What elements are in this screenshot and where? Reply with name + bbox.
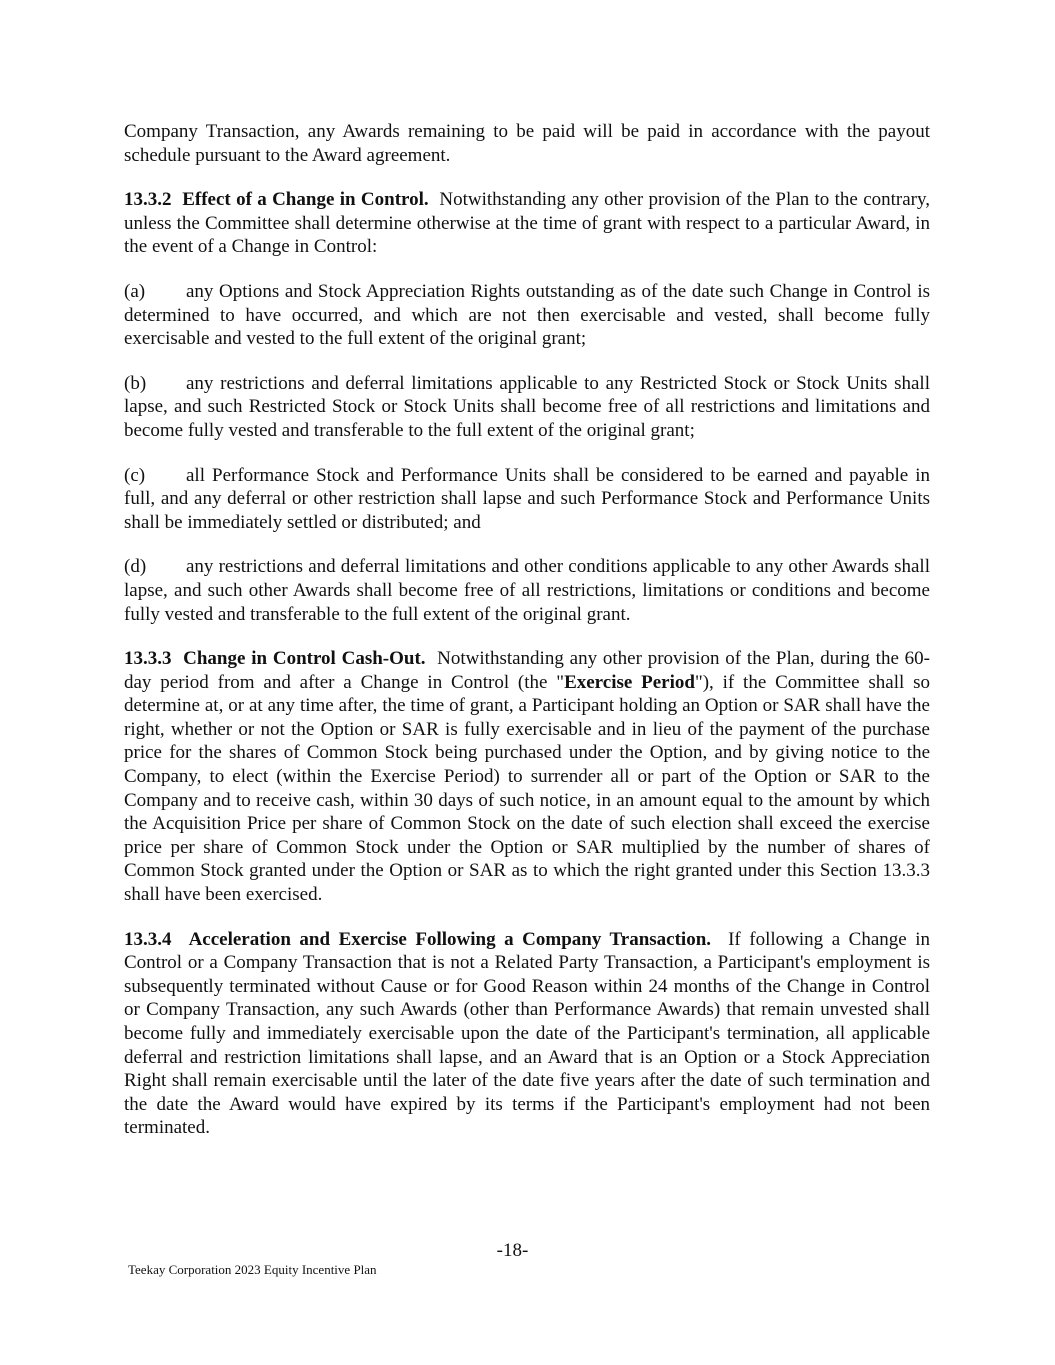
list-marker-c: (c): [124, 464, 146, 486]
section-13-3-3-text-before: Notwithstanding any other provision of the Plan, during the 60-day period from and after a Change in Control (the ": [124, 648, 930, 693]
list-marker-a: (a): [124, 280, 146, 302]
section-13-3-4-title: Acceleration and Exercise Following a Company Transaction.: [188, 928, 712, 950]
section-13-3-3-number: 13.3.3: [124, 648, 172, 670]
section-13-3-3-text-after: "), if the Committee shall so determine at, or at any time after, the time of grant, a Participant holding an Option or SAR shall have the right, whether or not the Option or SAR is fully exercisable and in lieu of the payment of the purchase price for the shares of Common Stock being purchased under the Option, and by giving notice to the Company, to elect (within the Exercise Period) to surrender all or part of the Option or SAR to the Company and to receive cash, within 30 days of such notice, in an amount equal to the amount by which the Acquisition Price per share of Common Stock on the date of such election shall exceed the exercise price per share of Common Stock under the Option or SAR multiplied by the number of shares of Common Stock granted under the Option or SAR as to which the right granted under this Section 13.3.3 shall have been exercised.: [124, 671, 930, 906]
section-13-3-4-heading: [124, 929, 711, 950]
section-13-3-2-number: 13.3.2: [124, 189, 172, 211]
list-marker-b: (b): [124, 372, 147, 394]
list-text-b: any restrictions and deferral limitations applicable to any Restricted Stock or Stock Units shall lapse, and such Restricted Stock or Stock Units shall become free of all restrictions and limitations and become fully vested and transferable to the full extent of the original grant;: [124, 372, 930, 441]
list-item-a: [124, 280, 930, 351]
section-13-3-2-text: Notwithstanding any other provision of the Plan to the contrary, unless the Committee shall determine otherwise at the time of grant with respect to a particular Award, in the event of a Change in Control:: [124, 189, 931, 258]
list-text-a: any Options and Stock Appreciation Rights outstanding as of the date such Change in Control is determined to have occurred, and which are not then exercisable and vested, shall become fully exercisable and vested to the full extent of the original grant;: [124, 280, 930, 350]
list-item-d: [124, 555, 930, 626]
list-text-c: all Performance Stock and Performance Units shall be considered to be earned and payable in full, and any deferral or other restriction shall lapse and such Performance Stock and Performance Units shall be immediately settled or distributed; and: [124, 464, 930, 533]
section-13-3-4: [124, 928, 930, 1140]
section-13-3-3-heading: [124, 648, 426, 669]
section-13-3-2-heading: [124, 189, 429, 210]
defined-term-exercise-period: Exercise Period: [564, 671, 695, 693]
section-13-3-3: [124, 647, 930, 907]
list-item-b: [124, 372, 930, 443]
continuation-text: Company Transaction, any Awards remaining to be paid will be paid in accordance with the payout schedule pursuant to the Award agreement.: [124, 121, 930, 166]
section-13-3-4-number: 13.3.4: [124, 928, 172, 950]
list-marker-d: (d): [124, 556, 147, 578]
list-text-d: any restrictions and deferral limitations and other conditions applicable to any other Awards shall lapse, and such other Awards shall become free of all restrictions, limitations or conditions and become fully vested and transferable to the full extent of the original grant.: [124, 556, 930, 625]
section-13-3-2-title: Effect of a Change in Control.: [182, 189, 429, 211]
list-item-c: [124, 464, 930, 535]
section-13-3-4-text: If following a Change in Control or a Company Transaction that is not a Related Party Transaction, a Participant's employment is subsequently terminated without Cause or for Good Reason within 24 months of the Change in Control or Company Transaction, any such Awards (other than Performance Awards) that remain unvested shall become fully and immediately exercisable upon the date of the Participant's termination, all applicable deferral and restriction limitations shall lapse, and an Award that is an Option or a Stock Appreciation Right shall remain exercisable until the later of the date five years after the date of such termination and the date the Award would have expired by its terms if the Participant's employment had not been terminated.: [124, 928, 930, 1139]
page-number: -18-: [496, 1240, 529, 1261]
page-body: [124, 120, 930, 1161]
section-13-3-2: [124, 188, 930, 259]
footer-document-title: Teekay Corporation 2023 Equity Incentive Plan: [128, 1262, 377, 1277]
section-13-3-3-title: Change in Control Cash-Out.: [183, 648, 426, 670]
continuation-paragraph: [124, 120, 930, 167]
